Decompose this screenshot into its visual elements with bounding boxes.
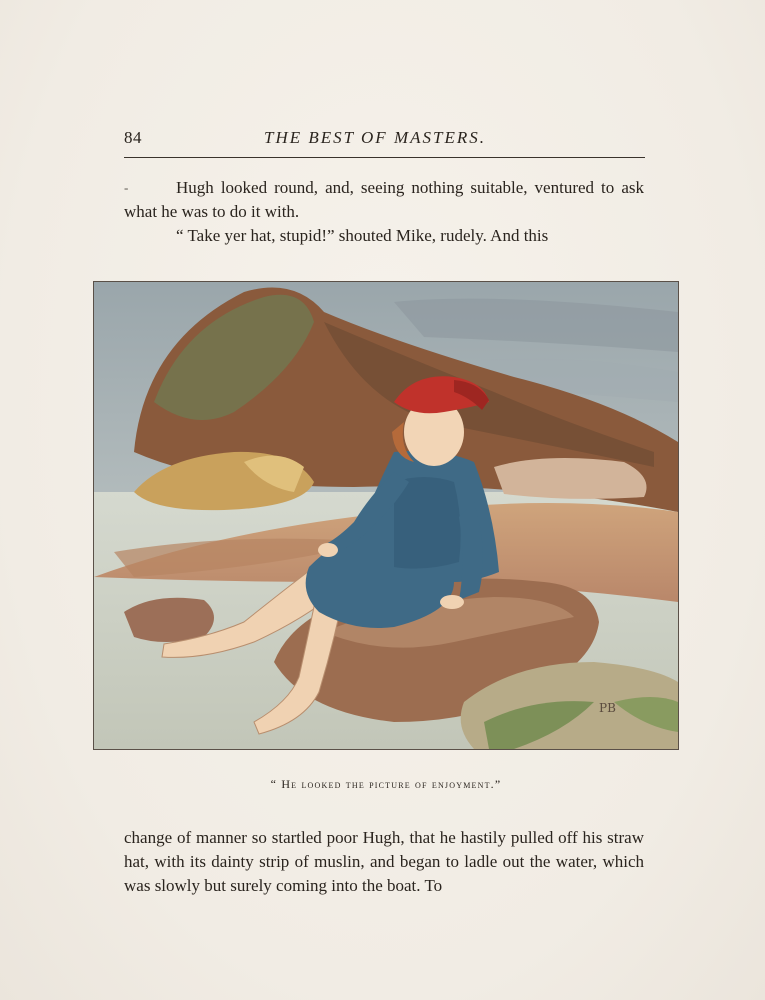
text-block-top [124,176,644,248]
stray-mark: - [124,180,129,195]
artist-monogram: PB [599,701,616,715]
text-block-bottom [124,826,644,898]
paragraph: change of manner so startled poor Hugh, that he hastily pulled off his straw hat, with its dainty strip of muslin, and began to ladle out the water, which was slowly but surely coming into the boat. To [124,828,644,895]
page-number: 84 [124,128,142,147]
running-title: THE BEST OF MASTERS. [264,128,486,147]
illustration-caption: “ He looked the picture of enjoyment.” [270,777,502,791]
header-rule [124,157,645,158]
paragraph: Hugh looked round, and, seeing nothing suitable, ventured to ask what he was to do it with. [124,178,644,221]
illustration-boy-on-rock [94,282,678,749]
illustration [93,281,679,750]
page-header [124,126,645,154]
paragraph: “ Take yer hat, stupid!” shouted Mike, rudely. And this [176,226,549,245]
